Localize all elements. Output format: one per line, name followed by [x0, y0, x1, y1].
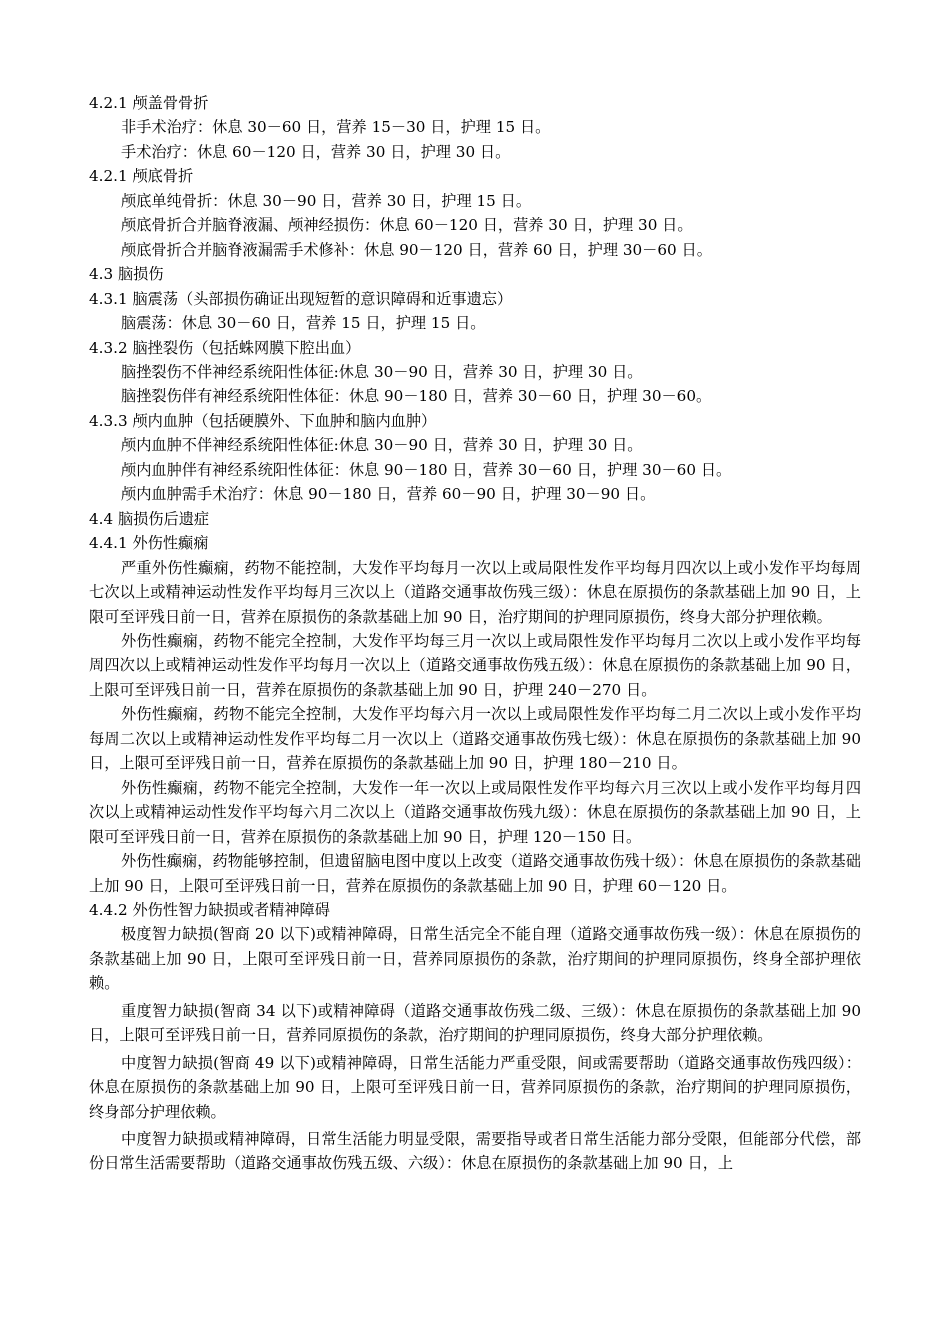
body-paragraph: 重度智力缺损(智商 34 以下)或精神障碍（道路交通事故伤残二级、三级）：休息在原损伤的条款基础上加 90 日，上限可至评残日前一日，营养同原损伤的条款，治疗期间的护理同原损伤，终身大部分护理依赖。 — [89, 1001, 861, 1045]
section-heading: 4.2.1 颅底骨折 — [89, 167, 194, 186]
section-heading: 4.4.2 外伤性智力缺损或者精神障碍 — [89, 900, 330, 919]
section-heading: 4.3.1 脑震荡（头部损伤确证出现短暂的意识障碍和近事遗忘） — [89, 289, 513, 308]
body-paragraph: 严重外伤性癫痫，药物不能控制，大发作平均每月一次以上或局限性发作平均每月四次以上或小发作平均每周七次以上或精神运动性发作平均每月三次以上（道路交通事故伤残三级）：休息在原损伤的条款基础上加 90 日，上限可至评残日前一日，营养在原损伤的条款基础上加 90 日，治疗期间的护理同原损伤，终身大部分护理依赖。 — [89, 558, 861, 626]
body-paragraph: 中度智力缺损(智商 49 以下)或精神障碍，日常生活能力严重受限，间或需要帮助（道路交通事故伤残四级）：休息在原损伤的条款基础上加 90 日，上限可至评残日前一日，营养同原损伤的条款，治疗期间的护理同原损伤，终身部分护理依赖。 — [89, 1053, 861, 1121]
treatment-line: 脑挫裂伤伴有神经系统阳性体征：休息 90－180 日，营养 30－60 日，护理 30－60。 — [121, 387, 712, 406]
section-heading: 4.3 脑损伤 — [89, 265, 164, 284]
treatment-line: 颅底骨折合并脑脊液漏需手术修补：休息 90－120 日，营养 60 日，护理 30－60 日。 — [121, 240, 712, 259]
section-heading: 4.4 脑损伤后遗症 — [89, 509, 210, 528]
document-body — [89, 91, 861, 1176]
treatment-line: 非手术治疗：休息 30－60 日，营养 15－30 日，护理 15 日。 — [121, 118, 551, 137]
treatment-line: 脑震荡：休息 30－60 日，营养 15 日，护理 15 日。 — [121, 314, 486, 333]
body-paragraph: 外伤性癫痫，药物不能完全控制，大发作平均每三月一次以上或局限性发作平均每月二次以上或小发作平均每周四次以上或精神运动性发作平均每月一次以上（道路交通事故伤残五级）：休息在原损伤的条款基础上加 90 日，上限可至评残日前一日，营养在原损伤的条款基础上加 90 日，护理 240－270 日。 — [89, 631, 861, 699]
treatment-line: 手术治疗：休息 60－120 日，营养 30 日，护理 30 日。 — [121, 142, 511, 161]
section-heading: 4.3.2 脑挫裂伤（包括蛛网膜下腔出血） — [89, 338, 361, 357]
treatment-line: 颅内血肿伴有神经系统阳性体征：休息 90－180 日，营养 30－60 日，护理 30－60 日。 — [121, 460, 732, 479]
section-heading: 4.2.1 颅盖骨骨折 — [89, 94, 209, 112]
treatment-line: 颅内血肿需手术治疗：休息 90－180 日，营养 60－90 日，护理 30－90 日。 — [121, 485, 656, 504]
section-heading: 4.3.3 颅内血肿（包括硬膜外、下血肿和脑内血肿） — [89, 411, 437, 430]
body-paragraph: 中度智力缺损或精神障碍，日常生活能力明显受限，需要指导或者日常生活能力部分受限，但能部分代偿，部份日常生活需要帮助（道路交通事故伤残五级、六级）：休息在原损伤的条款基础上加 90 日，上 — [89, 1130, 861, 1173]
body-paragraph: 外伤性癫痫，药物不能完全控制，大发作一年一次以上或局限性发作平均每六月三次以上或小发作平均每月四次以上或精神运动性发作平均每六月二次以上（道路交通事故伤残九级）：休息在原损伤的条款基础上加 90 日，上限可至评残日前一日，营养在原损伤的条款基础上加 90 日，护理 120－150 日。 — [89, 778, 861, 846]
section-heading: 4.4.1 外伤性癫痫 — [89, 534, 209, 553]
treatment-line: 颅底单纯骨折：休息 30－90 日，营养 30 日，护理 15 日。 — [121, 191, 532, 210]
body-paragraph: 极度智力缺损(智商 20 以下)或精神障碍，日常生活完全不能自理（道路交通事故伤残一级）：休息在原损伤的条款基础上加 90 日，上限可至评残日前一日，营养同原损伤的条款，治疗期间的护理同原损伤，终身全部护理依赖。 — [89, 925, 861, 993]
body-paragraph: 外伤性癫痫，药物不能完全控制，大发作平均每六月一次以上或局限性发作平均每二月二次以上或小发作平均每周二次以上或精神运动性发作平均每二月一次以上（道路交通事故伤残七级）：休息在原损伤的条款基础上加 90 日，上限可至评残日前一日，营养在原损伤的条款基础上加 90 日，护理 180－210 日。 — [89, 705, 861, 773]
body-paragraph: 外伤性癫痫，药物能够控制，但遗留脑电图中度以上改变（道路交通事故伤残十级）：休息在原损伤的条款基础上加 90 日，上限可至评残日前一日，营养在原损伤的条款基础上加 90 日，护理 60－120 日。 — [89, 852, 861, 895]
treatment-line: 颅底骨折合并脑脊液漏、颅神经损伤：休息 60－120 日，营养 30 日，护理 30 日。 — [121, 216, 693, 235]
treatment-line: 脑挫裂伤不伴神经系统阳性体征:休息 30－90 日，营养 30 日，护理 30 日。 — [121, 362, 643, 381]
treatment-line: 颅内血肿不伴神经系统阳性体征:休息 30－90 日，营养 30 日，护理 30 日。 — [121, 436, 643, 455]
